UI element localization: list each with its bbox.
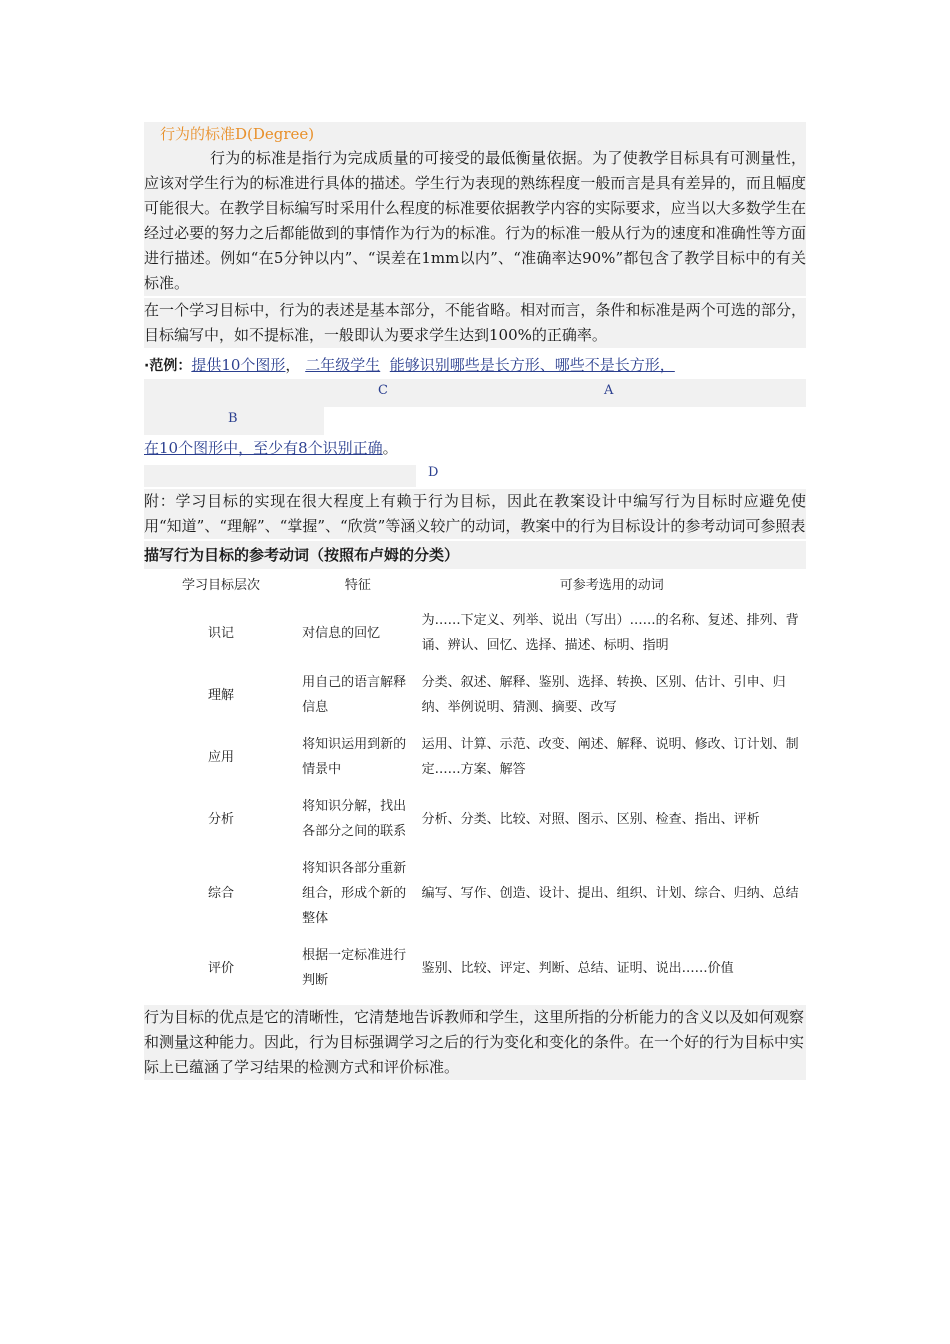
cell-feature: 将知识各部分重新组合，形成个新的整体 bbox=[302, 861, 407, 926]
cell-feature: 将知识分解，找出各部分之间的联系 bbox=[302, 799, 407, 839]
closing-paragraph: 行为目标的优点是它的清晰性，它清楚地告诉教师和学生，这里所指的分析能力的含义以及如何观察和测量这种能力。因此，行为目标强调学习之后的行为变化和变化的条件。在一个好的行为目标中实际上已蕴涵了学习结果的检测方式和评价标准。 bbox=[144, 1005, 806, 1080]
cell-level: 综合 bbox=[208, 886, 235, 901]
example-label: ·范例： bbox=[144, 358, 192, 374]
appendix-paragraph: 附：学习目标的实现在很大程度上有赖于行为目标，因此在教案设计中编写行为目标时应避免使用“知道”、“理解”、“掌握”、“欣赏”等涵义较广的动词，教案中的行为目标设计的参考动词可参照表 bbox=[144, 489, 806, 539]
cell-level: 理解 bbox=[208, 687, 235, 703]
example-degree-line bbox=[144, 435, 806, 461]
verb-reference-table bbox=[144, 569, 806, 999]
example-line bbox=[144, 352, 806, 379]
cell-feature: 将知识运用到新的情景中 bbox=[302, 737, 407, 777]
table-row bbox=[144, 726, 806, 788]
document-body bbox=[144, 122, 806, 1080]
cell-verbs: 分析、分类、比较、对照、图示、区别、检查、指出、评析 bbox=[421, 811, 760, 827]
header-level: 学习目标层次 bbox=[182, 578, 261, 593]
cell-feature: 根据一定标准进行判断 bbox=[302, 948, 407, 988]
cell-level: 分析 bbox=[208, 811, 235, 827]
cell-level: 评价 bbox=[208, 960, 235, 976]
example-end-mark: 。 bbox=[382, 439, 398, 457]
cell-feature: 用自己的语言解释信息 bbox=[302, 675, 407, 715]
marker-a: A bbox=[604, 383, 614, 398]
cell-verbs: 鉴别、比较、评定、判断、总结、证明、说出……价值 bbox=[421, 960, 734, 976]
optional-parts-paragraph: 在一个学习目标中，行为的表述是基本部分，不能省略。相对而言，条件和标准是两个可选的部分，目标编写中，如不提标准，一般即认为要求学生达到100%的正确率。 bbox=[144, 298, 806, 348]
table-row bbox=[144, 850, 806, 937]
table-row bbox=[144, 937, 806, 999]
example-degree-link[interactable]: 在10个图形中，至少有8个识别正确 bbox=[144, 439, 383, 457]
cell-verbs: 分类、叙述、解释、鉴别、选择、转换、区别、估计、引申、归纳、举例说明、猜测、摘要、改写 bbox=[421, 675, 786, 715]
table-title: 描写行为目标的参考动词（按照布卢姆的分类） bbox=[144, 541, 806, 569]
example-condition-link[interactable]: 提供10个图形 bbox=[191, 356, 286, 374]
example-audience-link[interactable]: 二年级学生 bbox=[305, 356, 381, 374]
table-header-row bbox=[144, 569, 806, 602]
marker-d: D bbox=[428, 465, 439, 480]
example-behavior-link[interactable]: 能够识别哪些是长方形、哪些不是长方形， bbox=[389, 356, 675, 374]
table-row bbox=[144, 602, 806, 664]
table-row bbox=[144, 788, 806, 850]
cell-level: 识记 bbox=[208, 625, 235, 641]
header-feature: 特征 bbox=[344, 578, 371, 593]
header-verbs: 可参考选用的动词 bbox=[559, 578, 664, 593]
example-marker-row-3 bbox=[144, 461, 806, 489]
cell-verbs: 运用、计算、示范、改变、阐述、解释、说明、修改、订计划、制定……方案、解答 bbox=[421, 737, 799, 777]
cell-verbs: 为……下定义、列举、说出（写出）……的名称、复述、排列、背诵、辨认、回忆、选择、描述、标明、指明 bbox=[421, 613, 799, 653]
example-separator: ， bbox=[285, 356, 301, 374]
example-marker-row-2 bbox=[144, 407, 324, 435]
section-heading: 行为的标准D(Degree) bbox=[144, 122, 806, 146]
marker-band-d bbox=[144, 465, 416, 487]
cell-verbs: 编写、写作、创造、设计、提出、组织、计划、综合、归纳、总结 bbox=[421, 886, 799, 901]
marker-b: B bbox=[228, 411, 238, 426]
marker-c: C bbox=[378, 383, 388, 398]
cell-feature: 对信息的回忆 bbox=[302, 625, 381, 641]
example-marker-row-1 bbox=[144, 379, 806, 407]
degree-definition-paragraph: 行为的标准是指行为完成质量的可接受的最低衡量依据。为了使教学目标具有可测量性，应该对学生行为的标准进行具体的描述。学生行为表现的熟练程度一般而言是具有差异的，而且幅度可能很大。在教学目标编写时采用什么程度的标准要依据教学内容的实际要求，应当以大多数学生在经过必要的努力之后都能做到的事情作为行为的标准。行为的标准一般从行为的速度和准确性等方面进行描述。例如“在5分钟以内”、“误差在1mm以内”、“准确率达90%”都包含了教学目标中的有关标准。 bbox=[144, 146, 806, 296]
table-row bbox=[144, 664, 806, 726]
cell-level: 应用 bbox=[208, 749, 235, 765]
